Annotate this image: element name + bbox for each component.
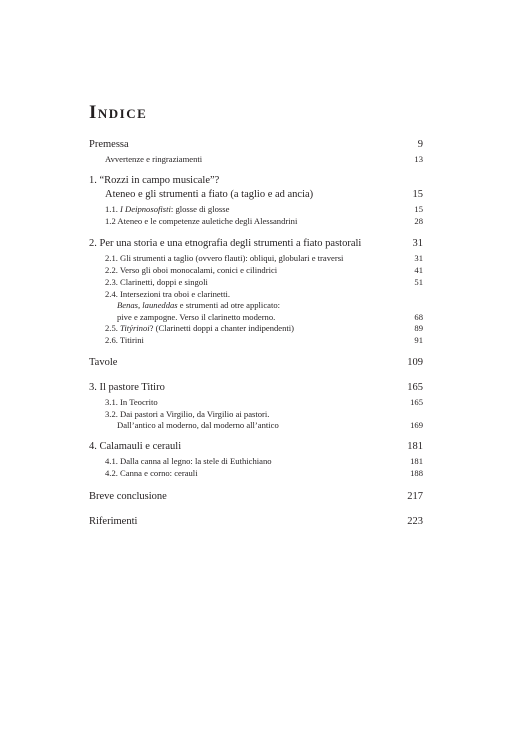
toc-entry-label: 4.1. Dalla canna al legno: la stele di Euthichiano bbox=[105, 456, 272, 466]
toc-entry-page: 41 bbox=[414, 265, 423, 275]
toc-entry-page: 28 bbox=[414, 216, 423, 226]
toc-entry-prefix: 1.1. bbox=[105, 204, 121, 214]
toc-entry-page: 165 bbox=[407, 382, 423, 393]
toc-entry-page: 89 bbox=[414, 323, 423, 333]
toc-entry-label: 2.1. Gli strumenti a taglio (ovvero flauti): obliqui, globulari e traversi bbox=[105, 253, 344, 263]
toc-entry-label bbox=[117, 300, 280, 310]
toc-entry-label: 3.2. Dai pastori a Virgilio, da Virgilio ai pastori. bbox=[105, 409, 270, 419]
toc-entry-2-6 bbox=[105, 335, 423, 345]
toc-entry-3-2 bbox=[105, 409, 423, 419]
toc-entry-page: 181 bbox=[410, 456, 423, 466]
toc-entry-2-1 bbox=[105, 253, 423, 263]
toc-entry-label: 1.2 Ateneo e le competenze auletiche degli Alessandrini bbox=[105, 216, 298, 226]
toc-entry-label: 2.6. Titirini bbox=[105, 335, 144, 345]
toc-entry-page: 15 bbox=[412, 189, 423, 200]
toc-entry-1-1 bbox=[105, 204, 423, 214]
toc-entry-page: 51 bbox=[414, 277, 423, 287]
toc-entry-label: 3.1. In Teocrito bbox=[105, 397, 158, 407]
toc-entry-label: Ateneo e gli strumenti a fiato (a taglio e ad ancia) bbox=[105, 189, 314, 200]
toc-entry-2-4 bbox=[105, 289, 423, 299]
toc-entry-label: 3. Il pastore Titiro bbox=[89, 382, 165, 393]
toc-entry-page: 217 bbox=[407, 491, 423, 502]
toc-entry-tavole bbox=[89, 357, 423, 368]
toc-entry-page: 9 bbox=[417, 139, 423, 150]
toc-entry-label: Tavole bbox=[89, 357, 118, 368]
toc-entry-label: 4.2. Canna e corno: cerauli bbox=[105, 468, 198, 478]
toc-entry-italic: Benas, launeddas bbox=[117, 300, 178, 310]
toc-entry-label: Breve conclusione bbox=[89, 491, 167, 502]
toc-entry-page: 91 bbox=[414, 335, 423, 345]
toc-entry-4-2 bbox=[105, 468, 423, 478]
toc-entry-label: Riferimenti bbox=[89, 516, 138, 527]
toc-entry-label: 2. Per una storia e una etnografia degli strumenti a fiato pastorali bbox=[89, 238, 362, 249]
toc-entry-page: 165 bbox=[410, 397, 423, 407]
toc-entry-label: pive e zampogne. Verso il clarinetto moderno. bbox=[117, 312, 276, 322]
toc-entry-label: Premessa bbox=[89, 139, 129, 150]
toc-entry-page: 15 bbox=[414, 204, 423, 214]
toc-entry-label: Dall’antico al moderno, dal moderno all’antico bbox=[117, 420, 279, 430]
toc-entry-page: 188 bbox=[410, 468, 423, 478]
toc-entry-2-3 bbox=[105, 277, 423, 287]
toc-entry-1-2 bbox=[105, 216, 423, 226]
toc-entry-page: 31 bbox=[414, 253, 423, 263]
toc-entry-riferimenti bbox=[89, 516, 423, 527]
toc-entry-label: 2.2. Verso gli oboi monocalami, conici e cilindrici bbox=[105, 265, 278, 275]
toc-entry-premessa bbox=[89, 139, 423, 150]
toc-entry-page: 68 bbox=[414, 312, 423, 322]
toc-entry-label: 2.4. Intersezioni tra oboi e clarinetti. bbox=[105, 289, 231, 299]
toc-entry-2-4-line3 bbox=[117, 312, 423, 322]
toc-entry-page: 109 bbox=[407, 357, 423, 368]
toc-entry-label bbox=[105, 204, 229, 214]
toc-entry-suffix: ? (Clarinetti doppi a chanter indipendenti) bbox=[149, 323, 295, 333]
toc-entry-suffix: : glosse di glosse bbox=[170, 204, 230, 214]
toc-entry-2-4-line2 bbox=[117, 300, 423, 310]
toc-chapter-3 bbox=[89, 382, 423, 393]
toc-entry-page: 13 bbox=[414, 154, 423, 164]
toc-chapter-1 bbox=[89, 175, 423, 186]
toc-entry-label bbox=[105, 323, 294, 333]
toc-entry-italic: Titýrinoi bbox=[120, 323, 150, 333]
toc-entry-page: 169 bbox=[410, 420, 423, 430]
toc-entry-4-1 bbox=[105, 456, 423, 466]
toc-chapter-2 bbox=[89, 238, 423, 249]
toc-entry-3-2-line2 bbox=[117, 420, 423, 430]
toc-entry-2-5 bbox=[105, 323, 423, 333]
toc-entry-label: 4. Calamauli e cerauli bbox=[89, 441, 182, 452]
toc-entry-2-2 bbox=[105, 265, 423, 275]
toc-entry-page: 31 bbox=[412, 238, 423, 249]
toc-entry-label: 2.3. Clarinetti, doppi e singoli bbox=[105, 277, 208, 287]
toc-entry-page: 223 bbox=[407, 516, 423, 527]
toc-entry-3-1 bbox=[105, 397, 423, 407]
toc-entry-suffix: e strumenti ad otre applicato: bbox=[177, 300, 281, 310]
toc-entry-italic: I Deipnosofisti bbox=[120, 204, 171, 214]
toc-entry-avvertenze bbox=[105, 154, 423, 164]
toc-entry-page: 181 bbox=[407, 441, 423, 452]
toc-entry-label: 1. “Rozzi in campo musicale”? bbox=[89, 175, 220, 186]
page-title: Indice bbox=[89, 102, 148, 123]
toc-chapter-4 bbox=[89, 441, 423, 452]
toc-entry-label: Avvertenze e ringraziamenti bbox=[105, 154, 203, 164]
toc-chapter-1-subtitle bbox=[105, 189, 423, 200]
toc-entry-conclusione bbox=[89, 491, 423, 502]
toc-entry-prefix: 2.5. bbox=[105, 323, 121, 333]
